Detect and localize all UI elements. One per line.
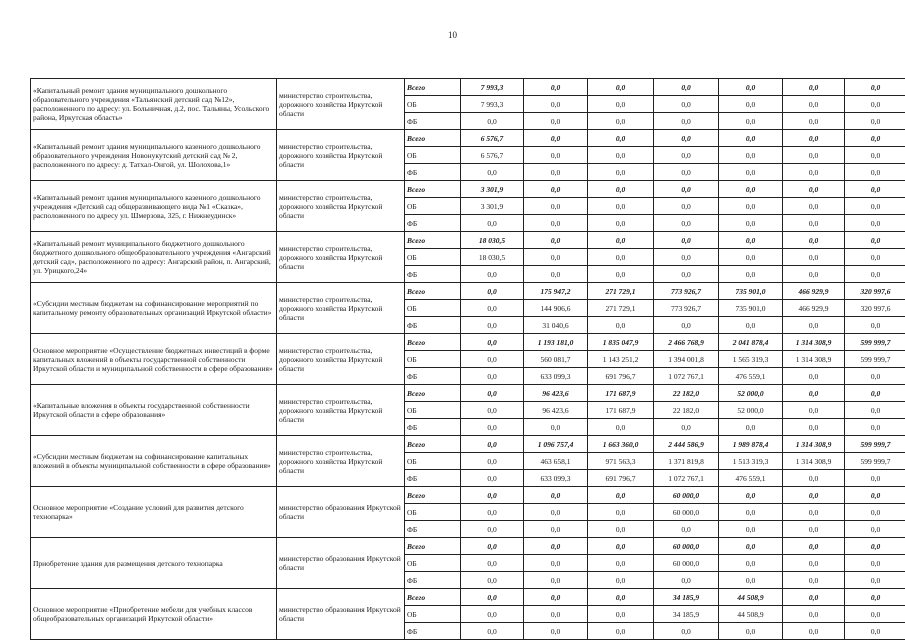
amount-cell: 0,0 xyxy=(845,470,905,487)
funding-source-cell: ФБ xyxy=(405,572,461,589)
budget-table xyxy=(30,78,905,640)
activity-name-cell: «Субсидии местным бюджетам на софинансирование капитальных вложений в объекты муниципальной собственности в сфере образования» xyxy=(31,436,277,487)
funding-source-cell: Всего xyxy=(405,487,461,504)
funding-source-cell: Всего xyxy=(405,538,461,555)
amount-cell: 0,0 xyxy=(783,555,845,572)
responsible-executor-cell: министерство строительства, дорожного хозяйства Иркутской области xyxy=(277,79,405,130)
amount-cell: 1 394 001,8 xyxy=(654,351,719,368)
amount-cell: 0,0 xyxy=(461,402,524,419)
funding-source-cell: Всего xyxy=(405,130,461,147)
amount-cell: 0,0 xyxy=(524,232,588,249)
amount-cell: 0,0 xyxy=(588,130,654,147)
amount-cell: 0,0 xyxy=(783,113,845,130)
amount-cell: 0,0 xyxy=(845,317,905,334)
amount-cell: 0,0 xyxy=(461,113,524,130)
amount-cell: 466 929,9 xyxy=(783,300,845,317)
amount-cell: 0,0 xyxy=(845,606,905,623)
amount-cell: 735 901,0 xyxy=(719,300,783,317)
amount-cell: 22 182,0 xyxy=(654,385,719,402)
amount-cell: 0,0 xyxy=(461,436,524,453)
amount-cell: 0,0 xyxy=(654,164,719,181)
amount-cell: 0,0 xyxy=(588,589,654,606)
amount-cell: 0,0 xyxy=(461,334,524,351)
funding-source-cell: ОБ xyxy=(405,606,461,623)
amount-cell: 0,0 xyxy=(719,198,783,215)
funding-source-cell: ФБ xyxy=(405,419,461,436)
responsible-executor-cell: министерство строительства, дорожного хозяйства Иркутской области xyxy=(277,130,405,181)
amount-cell: 0,0 xyxy=(461,215,524,232)
amount-cell: 560 081,7 xyxy=(524,351,588,368)
amount-cell: 1 989 878,4 xyxy=(719,436,783,453)
amount-cell: 34 185,9 xyxy=(654,589,719,606)
amount-cell: 44 508,9 xyxy=(719,606,783,623)
table-row xyxy=(31,79,905,96)
amount-cell: 0,0 xyxy=(783,572,845,589)
amount-cell: 0,0 xyxy=(461,385,524,402)
activity-name-cell: «Субсидии местным бюджетам на софинансирование мероприятий по капитальному ремонту образовательных организаций Иркутской области» xyxy=(31,283,277,334)
amount-cell: 0,0 xyxy=(654,572,719,589)
amount-cell: 0,0 xyxy=(524,198,588,215)
amount-cell: 0,0 xyxy=(719,487,783,504)
page-number: 10 xyxy=(448,30,457,40)
amount-cell: 0,0 xyxy=(588,181,654,198)
amount-cell: 0,0 xyxy=(845,521,905,538)
amount-cell: 633 099,3 xyxy=(524,368,588,385)
amount-cell: 0,0 xyxy=(845,555,905,572)
amount-cell: 2 466 768,9 xyxy=(654,334,719,351)
amount-cell: 0,0 xyxy=(845,130,905,147)
amount-cell: 0,0 xyxy=(783,130,845,147)
amount-cell: 0,0 xyxy=(461,572,524,589)
amount-cell: 0,0 xyxy=(654,419,719,436)
amount-cell: 0,0 xyxy=(524,538,588,555)
funding-source-cell: Всего xyxy=(405,232,461,249)
amount-cell: 0,0 xyxy=(588,504,654,521)
amount-cell: 0,0 xyxy=(845,385,905,402)
amount-cell: 44 508,9 xyxy=(719,589,783,606)
amount-cell: 0,0 xyxy=(588,555,654,572)
amount-cell: 0,0 xyxy=(588,232,654,249)
amount-cell: 52 000,0 xyxy=(719,385,783,402)
amount-cell: 0,0 xyxy=(783,470,845,487)
amount-cell: 1 143 251,2 xyxy=(588,351,654,368)
amount-cell: 0,0 xyxy=(845,419,905,436)
amount-cell: 175 947,2 xyxy=(524,283,588,300)
amount-cell: 0,0 xyxy=(719,181,783,198)
amount-cell: 0,0 xyxy=(524,572,588,589)
amount-cell: 0,0 xyxy=(719,232,783,249)
amount-cell: 0,0 xyxy=(719,130,783,147)
amount-cell: 3 301,9 xyxy=(461,181,524,198)
amount-cell: 0,0 xyxy=(719,113,783,130)
amount-cell: 0,0 xyxy=(719,266,783,283)
amount-cell: 0,0 xyxy=(783,504,845,521)
amount-cell: 1 565 319,3 xyxy=(719,351,783,368)
amount-cell: 22 182,0 xyxy=(654,402,719,419)
funding-source-cell: ФБ xyxy=(405,470,461,487)
amount-cell: 0,0 xyxy=(461,555,524,572)
responsible-executor-cell: министерство строительства, дорожного хозяйства Иркутской области xyxy=(277,283,405,334)
amount-cell: 0,0 xyxy=(524,589,588,606)
activity-name-cell: «Капитальный ремонт здания муниципального казенного дошкольного учреждения «Детский сад общеразвивающего вида №1 «Сказка», расположенного по адресу ул. Шмерзова, 325, г. Нижнеудинск» xyxy=(31,181,277,232)
amount-cell: 0,0 xyxy=(845,402,905,419)
amount-cell: 0,0 xyxy=(524,79,588,96)
funding-source-cell: ОБ xyxy=(405,453,461,470)
amount-cell: 0,0 xyxy=(719,147,783,164)
amount-cell: 0,0 xyxy=(461,487,524,504)
funding-source-cell: ОБ xyxy=(405,351,461,368)
amount-cell: 3 301,9 xyxy=(461,198,524,215)
amount-cell: 0,0 xyxy=(719,215,783,232)
amount-cell: 0,0 xyxy=(845,504,905,521)
amount-cell: 1 193 181,0 xyxy=(524,334,588,351)
funding-source-cell: Всего xyxy=(405,436,461,453)
amount-cell: 1 371 819,8 xyxy=(654,453,719,470)
amount-cell: 735 901,0 xyxy=(719,283,783,300)
amount-cell: 0,0 xyxy=(461,504,524,521)
amount-cell: 0,0 xyxy=(461,606,524,623)
amount-cell: 971 563,3 xyxy=(588,453,654,470)
responsible-executor-cell: министерство строительства, дорожного хозяйства Иркутской области xyxy=(277,232,405,283)
amount-cell: 0,0 xyxy=(524,555,588,572)
table-row xyxy=(31,538,905,555)
amount-cell: 31 040,6 xyxy=(524,317,588,334)
amount-cell: 0,0 xyxy=(654,249,719,266)
amount-cell: 0,0 xyxy=(524,215,588,232)
amount-cell: 0,0 xyxy=(588,249,654,266)
amount-cell: 0,0 xyxy=(719,419,783,436)
funding-source-cell: ФБ xyxy=(405,368,461,385)
funding-source-cell: ФБ xyxy=(405,623,461,640)
activity-name-cell: Основное мероприятие «Приобретение мебели для учебных классов общеобразовательных организаций Иркутской области» xyxy=(31,589,277,640)
amount-cell: 18 030,5 xyxy=(461,232,524,249)
amount-cell: 0,0 xyxy=(524,487,588,504)
activity-name-cell: «Капитальный ремонт здания муниципального казенного дошкольного образовательного учреждения Новонукутский детский сад № 2, расположенного по адресу: д. Татхал-Онгой, ул. Шолохова,1» xyxy=(31,130,277,181)
table-row xyxy=(31,334,905,351)
funding-source-cell: Всего xyxy=(405,334,461,351)
amount-cell: 0,0 xyxy=(461,368,524,385)
amount-cell: 0,0 xyxy=(783,164,845,181)
amount-cell: 1 663 360,0 xyxy=(588,436,654,453)
amount-cell: 144 906,6 xyxy=(524,300,588,317)
amount-cell: 96 423,6 xyxy=(524,402,588,419)
table-row xyxy=(31,232,905,249)
amount-cell: 171 687,9 xyxy=(588,385,654,402)
amount-cell: 18 030,5 xyxy=(461,249,524,266)
funding-source-cell: ОБ xyxy=(405,198,461,215)
amount-cell: 0,0 xyxy=(461,351,524,368)
amount-cell: 0,0 xyxy=(588,147,654,164)
amount-cell: 0,0 xyxy=(845,249,905,266)
amount-cell: 0,0 xyxy=(783,249,845,266)
amount-cell: 0,0 xyxy=(588,606,654,623)
amount-cell: 0,0 xyxy=(783,79,845,96)
responsible-executor-cell: министерство строительства, дорожного хозяйства Иркутской области xyxy=(277,181,405,232)
amount-cell: 0,0 xyxy=(461,317,524,334)
funding-source-cell: ФБ xyxy=(405,215,461,232)
amount-cell: 320 997,6 xyxy=(845,283,905,300)
activity-name-cell: «Капитальный ремонт муниципального бюджетного дошкольного бюджетного дошкольного общеобразовательного учреждения «Ангарский детский сад», расположенного по адресу: Ангарский район, п. Ангарский, ул. Урицкого,24» xyxy=(31,232,277,283)
amount-cell: 0,0 xyxy=(719,317,783,334)
amount-cell: 0,0 xyxy=(654,215,719,232)
funding-source-cell: Всего xyxy=(405,79,461,96)
funding-source-cell: ОБ xyxy=(405,402,461,419)
amount-cell: 60 000,0 xyxy=(654,487,719,504)
amount-cell: 0,0 xyxy=(654,521,719,538)
funding-source-cell: ОБ xyxy=(405,504,461,521)
table-row xyxy=(31,589,905,606)
amount-cell: 6 576,7 xyxy=(461,147,524,164)
amount-cell: 0,0 xyxy=(461,589,524,606)
amount-cell: 60 000,0 xyxy=(654,555,719,572)
funding-source-cell: Всего xyxy=(405,283,461,300)
amount-cell: 0,0 xyxy=(845,487,905,504)
amount-cell: 0,0 xyxy=(461,419,524,436)
amount-cell: 0,0 xyxy=(845,623,905,640)
amount-cell: 0,0 xyxy=(719,521,783,538)
amount-cell: 599 999,7 xyxy=(845,453,905,470)
table-row xyxy=(31,130,905,147)
amount-cell: 0,0 xyxy=(588,96,654,113)
funding-source-cell: Всего xyxy=(405,385,461,402)
activity-name-cell: Основное мероприятие «Создание условий для развития детского технопарка» xyxy=(31,487,277,538)
amount-cell: 0,0 xyxy=(654,266,719,283)
amount-cell: 0,0 xyxy=(719,164,783,181)
amount-cell: 0,0 xyxy=(461,538,524,555)
amount-cell: 60 000,0 xyxy=(654,504,719,521)
amount-cell: 0,0 xyxy=(845,572,905,589)
amount-cell: 0,0 xyxy=(654,198,719,215)
amount-cell: 0,0 xyxy=(588,572,654,589)
amount-cell: 0,0 xyxy=(719,538,783,555)
amount-cell: 0,0 xyxy=(588,487,654,504)
amount-cell: 0,0 xyxy=(845,368,905,385)
amount-cell: 0,0 xyxy=(524,130,588,147)
amount-cell: 0,0 xyxy=(783,198,845,215)
funding-source-cell: ФБ xyxy=(405,113,461,130)
amount-cell: 0,0 xyxy=(461,266,524,283)
activity-name-cell: Приобретение здания для размещения детского технопарка xyxy=(31,538,277,589)
amount-cell: 0,0 xyxy=(588,113,654,130)
responsible-executor-cell: министерство образования Иркутской области xyxy=(277,538,405,589)
responsible-executor-cell: министерство образования Иркутской области xyxy=(277,589,405,640)
amount-cell: 0,0 xyxy=(783,215,845,232)
amount-cell: 0,0 xyxy=(783,232,845,249)
amount-cell: 0,0 xyxy=(461,521,524,538)
amount-cell: 1 314 308,9 xyxy=(783,351,845,368)
amount-cell: 0,0 xyxy=(719,555,783,572)
table-row xyxy=(31,283,905,300)
amount-cell: 0,0 xyxy=(654,317,719,334)
amount-cell: 271 729,1 xyxy=(588,300,654,317)
amount-cell: 599 999,7 xyxy=(845,436,905,453)
amount-cell: 0,0 xyxy=(783,266,845,283)
amount-cell: 0,0 xyxy=(845,79,905,96)
amount-cell: 0,0 xyxy=(588,317,654,334)
amount-cell: 0,0 xyxy=(783,147,845,164)
amount-cell: 0,0 xyxy=(588,164,654,181)
activity-name-cell: Основное мероприятие «Осуществление бюджетных инвестиций в форме капитальных вложений в объекты государственной собственности Иркутской области и муниципальной собственности в сфере образования» xyxy=(31,334,277,385)
amount-cell: 1 072 767,1 xyxy=(654,470,719,487)
funding-source-cell: ОБ xyxy=(405,147,461,164)
amount-cell: 0,0 xyxy=(783,487,845,504)
amount-cell: 0,0 xyxy=(524,504,588,521)
amount-cell: 2 041 878,4 xyxy=(719,334,783,351)
amount-cell: 0,0 xyxy=(524,113,588,130)
amount-cell: 0,0 xyxy=(588,521,654,538)
amount-cell: 0,0 xyxy=(654,79,719,96)
amount-cell: 599 999,7 xyxy=(845,351,905,368)
amount-cell: 0,0 xyxy=(845,215,905,232)
amount-cell: 0,0 xyxy=(524,623,588,640)
table-row xyxy=(31,385,905,402)
amount-cell: 1 513 319,3 xyxy=(719,453,783,470)
amount-cell: 0,0 xyxy=(588,538,654,555)
amount-cell: 0,0 xyxy=(783,181,845,198)
amount-cell: 0,0 xyxy=(461,623,524,640)
amount-cell: 0,0 xyxy=(654,623,719,640)
amount-cell: 34 185,9 xyxy=(654,606,719,623)
amount-cell: 0,0 xyxy=(845,589,905,606)
amount-cell: 7 993,3 xyxy=(461,79,524,96)
amount-cell: 691 796,7 xyxy=(588,368,654,385)
amount-cell: 0,0 xyxy=(783,419,845,436)
funding-source-cell: ФБ xyxy=(405,266,461,283)
amount-cell: 0,0 xyxy=(719,623,783,640)
amount-cell: 0,0 xyxy=(783,385,845,402)
amount-cell: 0,0 xyxy=(524,606,588,623)
amount-cell: 0,0 xyxy=(719,572,783,589)
amount-cell: 0,0 xyxy=(845,538,905,555)
amount-cell: 1 072 767,1 xyxy=(654,368,719,385)
amount-cell: 0,0 xyxy=(845,147,905,164)
amount-cell: 0,0 xyxy=(845,232,905,249)
amount-cell: 60 000,0 xyxy=(654,538,719,555)
amount-cell: 0,0 xyxy=(588,266,654,283)
amount-cell: 0,0 xyxy=(783,623,845,640)
amount-cell: 0,0 xyxy=(654,147,719,164)
amount-cell: 0,0 xyxy=(524,147,588,164)
amount-cell: 0,0 xyxy=(783,589,845,606)
amount-cell: 52 000,0 xyxy=(719,402,783,419)
amount-cell: 0,0 xyxy=(783,317,845,334)
amount-cell: 599 999,7 xyxy=(845,334,905,351)
amount-cell: 773 926,7 xyxy=(654,283,719,300)
amount-cell: 0,0 xyxy=(783,538,845,555)
funding-source-cell: ФБ xyxy=(405,521,461,538)
amount-cell: 0,0 xyxy=(588,419,654,436)
responsible-executor-cell: министерство строительства, дорожного хозяйства Иркутской области xyxy=(277,436,405,487)
amount-cell: 0,0 xyxy=(524,419,588,436)
amount-cell: 1 314 308,9 xyxy=(783,453,845,470)
funding-source-cell: ОБ xyxy=(405,96,461,113)
amount-cell: 463 658,1 xyxy=(524,453,588,470)
amount-cell: 0,0 xyxy=(845,266,905,283)
funding-source-cell: ОБ xyxy=(405,249,461,266)
responsible-executor-cell: министерство образования Иркутской области xyxy=(277,487,405,538)
amount-cell: 466 929,9 xyxy=(783,283,845,300)
amount-cell: 1 096 757,4 xyxy=(524,436,588,453)
amount-cell: 1 835 047,9 xyxy=(588,334,654,351)
amount-cell: 0,0 xyxy=(588,198,654,215)
amount-cell: 0,0 xyxy=(783,368,845,385)
funding-source-cell: Всего xyxy=(405,181,461,198)
amount-cell: 2 444 586,9 xyxy=(654,436,719,453)
amount-cell: 0,0 xyxy=(654,232,719,249)
amount-cell: 0,0 xyxy=(845,96,905,113)
amount-cell: 0,0 xyxy=(719,79,783,96)
responsible-executor-cell: министерство строительства, дорожного хозяйства Иркутской области xyxy=(277,334,405,385)
amount-cell: 0,0 xyxy=(719,504,783,521)
amount-cell: 0,0 xyxy=(588,623,654,640)
amount-cell: 0,0 xyxy=(845,198,905,215)
amount-cell: 0,0 xyxy=(654,181,719,198)
amount-cell: 7 993,3 xyxy=(461,96,524,113)
amount-cell: 0,0 xyxy=(654,96,719,113)
amount-cell: 0,0 xyxy=(461,300,524,317)
amount-cell: 0,0 xyxy=(524,164,588,181)
amount-cell: 0,0 xyxy=(588,79,654,96)
amount-cell: 1 314 308,9 xyxy=(783,334,845,351)
amount-cell: 0,0 xyxy=(588,215,654,232)
funding-source-cell: ФБ xyxy=(405,164,461,181)
activity-name-cell: «Капитальный ремонт здания муниципального дошкольного образовательного учреждения «Тальянский детский сад №12», расположенного по адресу: ул. Больничная, д.2, пос. Тальяны, Усольского района, Иркутская область» xyxy=(31,79,277,130)
amount-cell: 271 729,1 xyxy=(588,283,654,300)
amount-cell: 0,0 xyxy=(783,606,845,623)
funding-source-cell: Всего xyxy=(405,589,461,606)
amount-cell: 0,0 xyxy=(524,266,588,283)
responsible-executor-cell: министерство строительства, дорожного хозяйства Иркутской области xyxy=(277,385,405,436)
amount-cell: 0,0 xyxy=(524,96,588,113)
amount-cell: 0,0 xyxy=(461,453,524,470)
amount-cell: 0,0 xyxy=(654,113,719,130)
amount-cell: 6 576,7 xyxy=(461,130,524,147)
funding-source-cell: ОБ xyxy=(405,300,461,317)
amount-cell: 0,0 xyxy=(524,249,588,266)
amount-cell: 0,0 xyxy=(845,164,905,181)
amount-cell: 691 796,7 xyxy=(588,470,654,487)
amount-cell: 0,0 xyxy=(461,283,524,300)
amount-cell: 0,0 xyxy=(524,181,588,198)
amount-cell: 633 099,3 xyxy=(524,470,588,487)
amount-cell: 96 423,6 xyxy=(524,385,588,402)
amount-cell: 476 559,1 xyxy=(719,470,783,487)
activity-name-cell: «Капитальные вложения в объекты государственной собственности Иркутской области в сфере образования» xyxy=(31,385,277,436)
amount-cell: 0,0 xyxy=(845,181,905,198)
amount-cell: 171 687,9 xyxy=(588,402,654,419)
amount-cell: 0,0 xyxy=(524,521,588,538)
amount-cell: 0,0 xyxy=(461,470,524,487)
table-row xyxy=(31,487,905,504)
amount-cell: 0,0 xyxy=(783,521,845,538)
amount-cell: 476 559,1 xyxy=(719,368,783,385)
amount-cell: 773 926,7 xyxy=(654,300,719,317)
amount-cell: 320 997,6 xyxy=(845,300,905,317)
funding-source-cell: ОБ xyxy=(405,555,461,572)
amount-cell: 1 314 308,9 xyxy=(783,436,845,453)
amount-cell: 0,0 xyxy=(719,96,783,113)
funding-source-cell: ФБ xyxy=(405,317,461,334)
table-row xyxy=(31,436,905,453)
amount-cell: 0,0 xyxy=(461,164,524,181)
amount-cell: 0,0 xyxy=(654,130,719,147)
amount-cell: 0,0 xyxy=(845,113,905,130)
table-row xyxy=(31,181,905,198)
amount-cell: 0,0 xyxy=(783,96,845,113)
amount-cell: 0,0 xyxy=(783,402,845,419)
amount-cell: 0,0 xyxy=(719,249,783,266)
